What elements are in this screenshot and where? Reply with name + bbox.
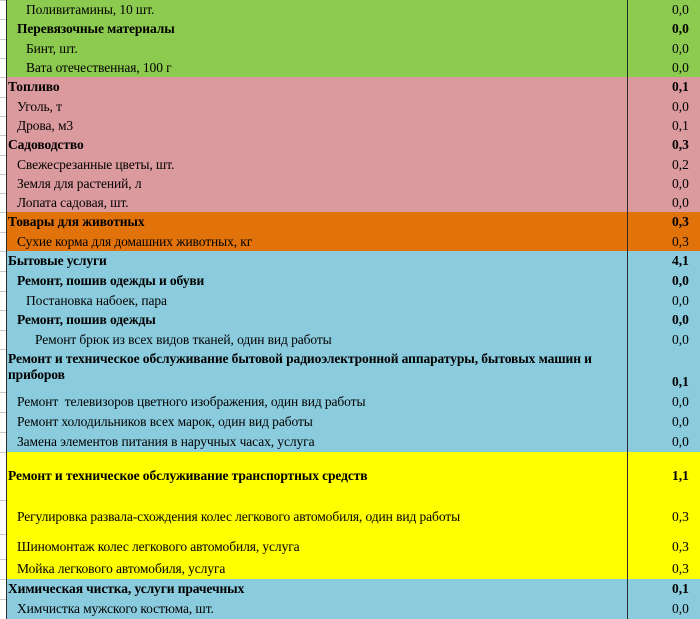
row-header-ticks	[0, 0, 6, 619]
table-row[interactable]	[0, 58, 700, 77]
row-label: Перевязочные материалы	[17, 21, 175, 37]
row-value: 0,0	[672, 331, 689, 347]
table-row[interactable]	[0, 193, 700, 212]
row-label: Товары для животных	[8, 214, 145, 230]
row-value: 0,0	[672, 273, 689, 289]
table-row[interactable]	[0, 579, 700, 599]
row-value: 0,3	[672, 214, 689, 230]
row-boundary-tick	[0, 251, 6, 252]
table-row[interactable]	[0, 155, 700, 174]
table-row[interactable]	[0, 77, 700, 97]
row-boundary-tick	[0, 500, 6, 501]
row-boundary-tick	[0, 412, 6, 413]
row-boundary-tick	[0, 174, 6, 175]
row-label: Ремонт холодильников всех марок, один вид работы	[17, 414, 313, 430]
column-divider	[627, 0, 628, 619]
row-value: 0,3	[672, 509, 689, 525]
table-row[interactable]	[0, 500, 700, 534]
row-label: Замена элементов питания в наручных часах, услуга	[17, 434, 315, 450]
row-boundary-tick	[0, 330, 6, 331]
row-value: 0,1	[672, 373, 689, 389]
row-boundary-tick	[0, 310, 6, 311]
row-label: Садоводство	[8, 137, 84, 153]
row-value: 0,1	[672, 117, 689, 133]
row-label: Шиномонтаж колес легкового автомобиля, услуга	[17, 538, 300, 554]
table-row[interactable]	[0, 452, 700, 500]
row-boundary-tick	[0, 599, 6, 600]
row-boundary-tick	[0, 39, 6, 40]
row-value: 0,0	[672, 59, 689, 75]
table-row[interactable]	[0, 534, 700, 559]
table-row[interactable]	[0, 251, 700, 271]
table-row[interactable]	[0, 116, 700, 135]
row-label: Поливитамины, 10 шт.	[26, 1, 155, 17]
row-label: Ремонт, пошив одежды	[17, 312, 156, 328]
table-row[interactable]	[0, 39, 700, 58]
row-label: Ремонт брюк из всех видов тканей, один вид работы	[35, 331, 332, 347]
row-boundary-tick	[0, 232, 6, 233]
table-row[interactable]	[0, 349, 700, 392]
row-boundary-tick	[0, 116, 6, 117]
table-row[interactable]	[0, 271, 700, 291]
row-boundary-tick	[0, 0, 6, 1]
table-row[interactable]	[0, 19, 700, 39]
row-label: Ремонт и техническое обслуживание бытовой радиоэлектронной аппаратуры, бытовых машин и приборов	[8, 351, 592, 383]
table-row[interactable]	[0, 599, 700, 619]
row-value: 0,3	[672, 538, 689, 554]
table-row[interactable]	[0, 97, 700, 116]
row-label: Земля для растений, л	[17, 175, 142, 191]
row-value: 0,3	[672, 137, 689, 153]
row-label: Регулировка развала-схождения колес легкового автомобиля, один вид работы	[17, 509, 461, 525]
row-value: 0,0	[672, 40, 689, 56]
table-row[interactable]	[0, 432, 700, 452]
row-boundary-tick	[0, 534, 6, 535]
row-label: Уголь, т	[17, 98, 62, 114]
row-value: 0,0	[672, 312, 689, 328]
table-row[interactable]	[0, 135, 700, 155]
row-value: 0,0	[672, 414, 689, 430]
row-boundary-tick	[0, 135, 6, 136]
row-value: 4,1	[672, 253, 689, 269]
row-label: Дрова, м3	[17, 117, 74, 133]
row-value: 0,1	[672, 79, 689, 95]
row-boundary-tick	[0, 271, 6, 272]
row-label: Ремонт и техническое обслуживание транспортных средств	[8, 468, 368, 484]
row-value: 0,2	[672, 156, 689, 172]
row-label: Бытовые услуги	[8, 253, 107, 269]
row-label: Бинт, шт.	[26, 40, 78, 56]
row-boundary-tick	[0, 58, 6, 59]
row-label: Химическая чистка, услуги прачечных	[8, 581, 245, 597]
row-value: 0,0	[672, 194, 689, 210]
row-boundary-tick	[0, 559, 6, 560]
row-boundary-tick	[0, 291, 6, 292]
row-boundary-tick	[0, 392, 6, 393]
row-label: Ремонт, пошив одежды и обуви	[17, 273, 205, 289]
table-row[interactable]	[0, 412, 700, 432]
table-row[interactable]	[0, 330, 700, 349]
row-value: 0,3	[672, 561, 689, 577]
table-row[interactable]	[0, 291, 700, 310]
row-value: 0,0	[672, 1, 689, 17]
row-header-gutter	[0, 0, 7, 619]
row-value: 0,3	[672, 233, 689, 249]
row-boundary-tick	[0, 77, 6, 78]
table-row[interactable]	[0, 232, 700, 251]
row-label: Свежесрезанные цветы, шт.	[17, 156, 175, 172]
table-row[interactable]	[0, 559, 700, 579]
row-value: 0,0	[672, 601, 689, 617]
row-label: Вата отечественная, 100 г	[26, 59, 172, 75]
row-value: 0,0	[672, 21, 689, 37]
row-boundary-tick	[0, 193, 6, 194]
row-label: Сухие корма для домашних животных, кг	[17, 233, 253, 249]
row-boundary-tick	[0, 155, 6, 156]
row-label: Топливо	[8, 79, 60, 95]
row-boundary-tick	[0, 97, 6, 98]
row-boundary-tick	[0, 349, 6, 350]
row-boundary-tick	[0, 212, 6, 213]
table-row[interactable]	[0, 392, 700, 412]
row-label: Химчистка мужского костюма, шт.	[17, 601, 214, 617]
row-value: 0,0	[672, 98, 689, 114]
row-value: 1,1	[672, 468, 689, 484]
row-boundary-tick	[0, 19, 6, 20]
row-value: 0,0	[672, 175, 689, 191]
row-value: 0,0	[672, 434, 689, 450]
row-value: 0,0	[672, 394, 689, 410]
table-row[interactable]	[0, 212, 700, 232]
row-label: Мойка легкового автомобиля, услуга	[17, 561, 226, 577]
row-boundary-tick	[0, 432, 6, 433]
table-row[interactable]	[0, 174, 700, 193]
row-label: Ремонт телевизоров цветного изображения, один вид работы	[17, 394, 366, 410]
row-boundary-tick	[0, 579, 6, 580]
table-row[interactable]	[0, 310, 700, 330]
row-label: Постановка набоек, пара	[26, 292, 167, 308]
row-value: 0,0	[672, 292, 689, 308]
row-label: Лопата садовая, шт.	[17, 194, 129, 210]
row-value: 0,1	[672, 581, 689, 597]
table-row[interactable]	[0, 0, 700, 19]
row-boundary-tick	[0, 452, 6, 453]
